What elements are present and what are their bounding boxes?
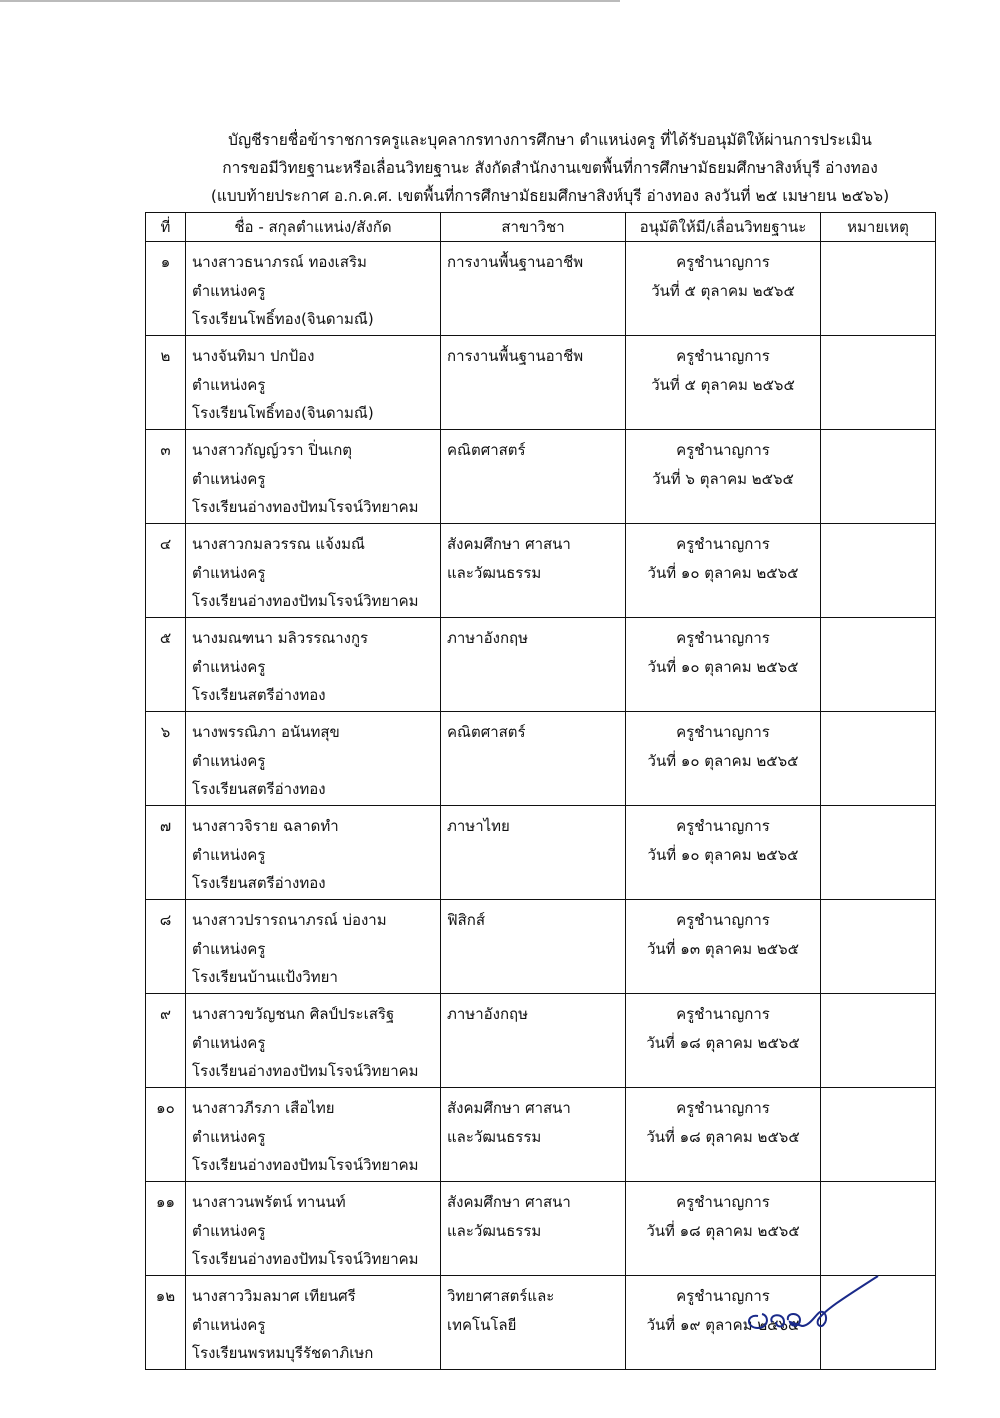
subject-line-1: สังคมศึกษา ศาสนา [447,1193,571,1211]
cell-name [186,618,441,712]
table-row [146,1088,936,1182]
cell-approval [626,806,821,900]
row-number: ๑ [160,253,171,271]
column-header-subject: สาขาวิชา [441,213,626,242]
approval-date: วันที่ ๑๘ ตุลาคม ๒๕๖๕ [646,1127,800,1146]
cell-name [186,712,441,806]
cell-no [146,900,186,994]
row-number: ๙ [160,1005,171,1023]
cell-remark [821,712,936,806]
cell-no [146,1182,186,1276]
cell-no [146,806,186,900]
approved-rank: ครูชำนาญการ [676,1099,770,1117]
teacher-name: นางมณฑนา มลิวรรณางกูร [192,629,369,647]
teacher-school: โรงเรียนอ่างทองปัทมโรจน์วิทยาคม [192,1062,419,1080]
approval-date: วันที่ ๑๐ ตุลาคม ๒๕๖๕ [647,563,799,582]
subject-line-2: เทคโนโลยี [447,1315,517,1334]
teacher-name: นางสาวนพรัตน์ ทานนท์ [192,1193,346,1211]
row-number: ๑๑ [155,1193,176,1211]
teacher-school: โรงเรียนอ่างทองปัทมโรจน์วิทยาคม [192,592,419,610]
subject-line-1: ภาษาอังกฤษ [447,1005,529,1023]
cell-subject [441,994,626,1088]
cell-approval [626,994,821,1088]
cell-no [146,430,186,524]
cell-approval [626,336,821,430]
table-body [146,242,936,1370]
subject-line-1: ภาษาอังกฤษ [447,629,529,647]
teacher-name: นางสาววิมลมาศ เทียนศรี [192,1287,356,1305]
teacher-position: ตำแหน่งครู [192,469,266,488]
teacher-position: ตำแหน่งครู [192,1127,266,1146]
cell-approval [626,900,821,994]
top-rule [0,0,620,2]
approved-rank: ครูชำนาญการ [676,629,770,647]
approved-rank: ครูชำนาญการ [676,1287,770,1305]
row-number: ๘ [159,911,172,929]
cell-subject [441,618,626,712]
approved-rank: ครูชำนาญการ [676,911,770,929]
cell-approval [626,242,821,336]
teacher-name: นางสาวกมลวรรณ แจ้งมณี [192,535,365,553]
teacher-name: นางพรรณิภา อนันทสุข [192,723,340,741]
cell-no [146,524,186,618]
teacher-position: ตำแหน่งครู [192,375,266,394]
cell-remark [821,1088,936,1182]
row-number: ๓ [160,441,171,459]
cell-name [186,1182,441,1276]
table-row [146,524,936,618]
handwritten-signature [740,1270,890,1340]
cell-approval [626,1182,821,1276]
remark-text [821,806,935,812]
subject-line-1: คณิตศาสตร์ [447,723,526,741]
cell-subject [441,242,626,336]
table-row [146,1182,936,1276]
cell-subject [441,806,626,900]
cell-name [186,1276,441,1370]
teacher-school: โรงเรียนสตรีอ่างทอง [192,686,326,704]
column-header-no: ที่ [146,213,186,242]
subject-line-2: และวัฒนธรรม [447,563,542,582]
cell-remark [821,806,936,900]
subject-line-1: การงานพื้นฐานอาชีพ [447,253,584,271]
remark-text [821,336,935,342]
document-heading [150,126,950,210]
teacher-position: ตำแหน่งครู [192,657,266,676]
approved-rank: ครูชำนาญการ [676,535,770,553]
cell-approval [626,712,821,806]
teacher-name: นางจันทิมา ปกป้อง [192,347,315,365]
column-header-remark: หมายเหตุ [821,213,936,242]
cell-subject [441,524,626,618]
cell-remark [821,618,936,712]
teacher-name: นางสาวธนาภรณ์ ทองเสริม [192,253,367,271]
cell-no [146,1088,186,1182]
approval-date: วันที่ ๑๐ ตุลาคม ๒๕๖๕ [647,657,799,676]
teacher-roster-table [145,212,936,1370]
row-number: ๕ [159,629,172,647]
teacher-name: นางสาวขวัญชนก ศิลป์ประเสริฐ [192,1005,395,1023]
cell-remark [821,1182,936,1276]
cell-subject [441,336,626,430]
approval-date: วันที่ ๑๙ ตุลาคม ๒๕๖๕ [646,1315,800,1334]
approved-rank: ครูชำนาญการ [676,723,770,741]
cell-name [186,806,441,900]
approval-date: วันที่ ๑๘ ตุลาคม ๒๕๖๕ [646,1221,800,1240]
teacher-school: โรงเรียนอ่างทองปัทมโรจน์วิทยาคม [192,498,419,516]
subject-line-1: การงานพื้นฐานอาชีพ [447,347,584,365]
teacher-position: ตำแหน่งครู [192,281,266,300]
teacher-position: ตำแหน่งครู [192,1315,266,1334]
cell-remark [821,430,936,524]
subject-line-1: สังคมศึกษา ศาสนา [447,1099,571,1117]
cell-approval [626,618,821,712]
approved-rank: ครูชำนาญการ [676,817,770,835]
heading-line-1: บัญชีรายชื่อข้าราชการครูและบุคลากรทางการศึกษา ตำแหน่งครู ที่ได้รับอนุมัติให้ผ่านการประเมิน [228,131,872,149]
cell-remark [821,994,936,1088]
table-row [146,712,936,806]
cell-subject [441,1276,626,1370]
cell-subject [441,1088,626,1182]
approved-rank: ครูชำนาญการ [676,441,770,459]
teacher-position: ตำแหน่งครู [192,1033,266,1052]
cell-no [146,1276,186,1370]
table-row [146,900,936,994]
approval-date: วันที่ ๑๐ ตุลาคม ๒๕๖๕ [647,751,799,770]
column-header-name: ชื่อ - สกุลตำแหน่ง/สังกัด [186,213,441,242]
teacher-school: โรงเรียนสตรีอ่างทอง [192,874,326,892]
row-number: ๖ [160,723,171,741]
approved-rank: ครูชำนาญการ [676,253,770,271]
table-row [146,618,936,712]
cell-subject [441,1182,626,1276]
subject-line-1: สังคมศึกษา ศาสนา [447,535,571,553]
table-row [146,336,936,430]
cell-no [146,994,186,1088]
teacher-name: นางสาวปรารถนาภรณ์ บ่องาม [192,911,387,929]
table-row [146,806,936,900]
table-row [146,242,936,336]
teacher-position: ตำแหน่งครู [192,845,266,864]
subject-line-1: คณิตศาสตร์ [447,441,526,459]
cell-remark [821,524,936,618]
cell-name [186,1088,441,1182]
cell-remark [821,900,936,994]
approval-date: วันที่ ๕ ตุลาคม ๒๕๖๕ [651,375,795,394]
subject-line-2: และวัฒนธรรม [447,1221,542,1240]
approval-date: วันที่ ๑๘ ตุลาคม ๒๕๖๕ [646,1033,800,1052]
remark-text [821,900,935,906]
teacher-position: ตำแหน่งครู [192,563,266,582]
cell-no [146,242,186,336]
table-header-row [146,213,936,242]
approval-date: วันที่ ๑๓ ตุลาคม ๒๕๖๕ [646,939,800,958]
table-row [146,430,936,524]
approval-date: วันที่ ๑๐ ตุลาคม ๒๕๖๕ [647,845,799,864]
teacher-school: โรงเรียนอ่างทองปัทมโรจน์วิทยาคม [192,1250,419,1268]
teacher-name: นางสาวกัญญ์วรา ปิ่นเกตุ [192,441,353,459]
teacher-name: นางสาวจิราย ฉลาดทำ [192,817,339,835]
row-number: ๒ [160,347,171,365]
teacher-school: โรงเรียนบ้านแป้งวิทยา [192,968,338,986]
remark-text [821,618,935,624]
table-row [146,994,936,1088]
heading-line-2: การขอมีวิทยฐานะหรือเลื่อนวิทยฐานะ สังกัดสำนักงานเขตพื้นที่การศึกษามัธยมศึกษาสิงห์บุรี อ่างทอง [222,159,878,177]
cell-subject [441,900,626,994]
cell-no [146,712,186,806]
column-header-approval: อนุมัติให้มี/เลื่อนวิทยฐานะ [626,213,821,242]
remark-text [821,994,935,1000]
teacher-position: ตำแหน่งครู [192,1221,266,1240]
approval-date: วันที่ ๕ ตุลาคม ๒๕๖๕ [651,281,795,300]
row-number: ๑๒ [155,1287,176,1305]
cell-approval [626,1088,821,1182]
cell-name [186,336,441,430]
teacher-school: โรงเรียนโพธิ์ทอง(จินดามณี) [192,310,374,328]
subject-line-2: และวัฒนธรรม [447,1127,542,1146]
remark-text [821,1182,935,1188]
subject-line-1: วิทยาศาสตร์และ [447,1287,555,1305]
cell-name [186,524,441,618]
approved-rank: ครูชำนาญการ [676,1193,770,1211]
cell-name [186,994,441,1088]
row-number: ๗ [159,817,172,835]
cell-subject [441,712,626,806]
cell-approval [626,430,821,524]
teacher-name: นางสาวภีรภา เสือไทย [192,1099,335,1117]
remark-text [821,430,935,436]
teacher-school: โรงเรียนสตรีอ่างทอง [192,780,326,798]
cell-remark [821,336,936,430]
heading-line-3: (แบบท้ายประกาศ อ.ก.ค.ศ. เขตพื้นที่การศึกษามัธยมศึกษาสิงห์บุรี อ่างทอง ลงวันที่ ๒๕ เมษายน ๒๕๖๖) [210,187,890,205]
cell-approval [626,524,821,618]
subject-line-1: ฟิสิกส์ [447,911,486,929]
remark-text [821,242,935,248]
teacher-position: ตำแหน่งครู [192,939,266,958]
approved-rank: ครูชำนาญการ [676,347,770,365]
cell-remark [821,242,936,336]
approval-date: วันที่ ๖ ตุลาคม ๒๕๖๕ [652,469,794,488]
approved-rank: ครูชำนาญการ [676,1005,770,1023]
row-number: ๔ [159,535,172,553]
cell-no [146,618,186,712]
teacher-school: โรงเรียนอ่างทองปัทมโรจน์วิทยาคม [192,1156,419,1174]
remark-text [821,1088,935,1094]
remark-text [821,524,935,530]
cell-name [186,242,441,336]
teacher-school: โรงเรียนพรหมบุรีรัชดาภิเษก [192,1344,374,1362]
cell-name [186,430,441,524]
row-number: ๑๐ [156,1099,175,1117]
cell-subject [441,430,626,524]
remark-text [821,712,935,718]
cell-name [186,900,441,994]
cell-no [146,336,186,430]
teacher-school: โรงเรียนโพธิ์ทอง(จินดามณี) [192,404,374,422]
teacher-position: ตำแหน่งครู [192,751,266,770]
subject-line-1: ภาษาไทย [447,817,510,835]
